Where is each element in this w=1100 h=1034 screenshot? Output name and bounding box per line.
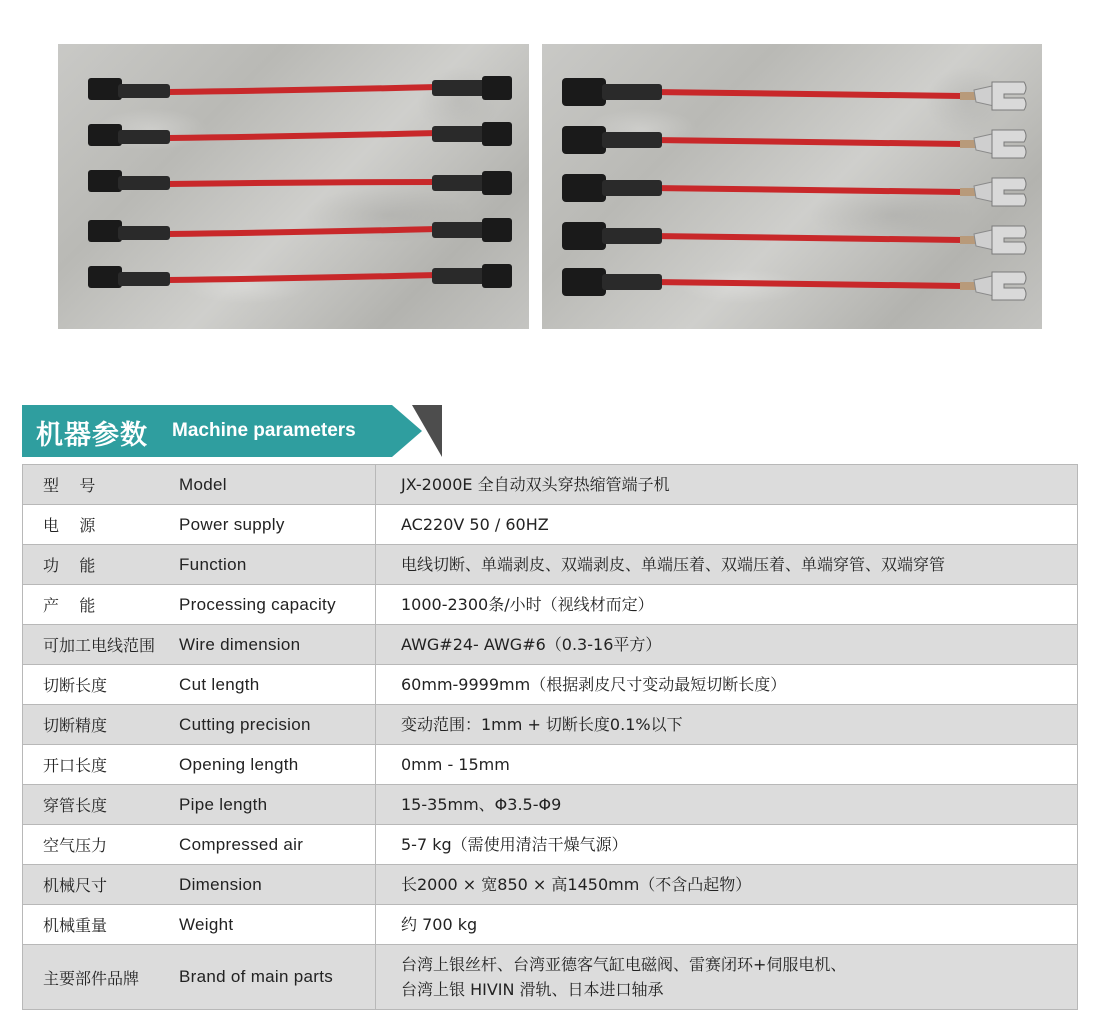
param-label-cn: 穿管长度	[43, 796, 108, 815]
param-label-cn: 主要部件品牌	[43, 968, 140, 988]
param-value: 0mm - 15mm	[401, 755, 510, 774]
param-value-cell	[376, 785, 1078, 825]
right-terminal-cap	[482, 264, 512, 288]
param-value: 60mm-9999mm（根据剥皮尺寸变动最短切断长度）	[401, 675, 787, 694]
param-label-en: Weight	[179, 914, 234, 934]
param-row	[23, 745, 1078, 785]
red-wire	[652, 282, 962, 286]
param-value-cell	[376, 865, 1078, 905]
param-value-cell	[376, 665, 1078, 705]
param-label-cn: 功 能	[43, 556, 96, 575]
red-wire	[652, 92, 962, 96]
param-label-cell	[23, 665, 376, 705]
red-wire	[652, 236, 962, 240]
param-label-cn: 切断精度	[43, 716, 108, 735]
param-label-cn: 机械尺寸	[43, 876, 108, 895]
left-terminal-cap	[88, 220, 122, 242]
param-label-cell	[23, 465, 376, 505]
param-label-en: Cutting precision	[179, 714, 311, 734]
param-label-cn: 空气压力	[43, 836, 108, 855]
left-heat-shrink	[602, 228, 662, 244]
param-label-cn: 型 号	[43, 476, 96, 495]
param-label-cell	[23, 745, 376, 785]
left-terminal-cap	[88, 124, 122, 146]
left-terminal-cap	[562, 174, 606, 202]
red-wire	[168, 229, 438, 234]
param-value: 1000-2300条/小时（视线材而定）	[401, 595, 654, 614]
section-title-cn: 机器参数	[36, 420, 148, 451]
param-label-cell	[23, 825, 376, 865]
param-label-en: Processing capacity	[179, 594, 336, 614]
parameters-table	[22, 464, 1078, 1010]
metal-terminal-crimp	[974, 276, 994, 296]
left-terminal-cap	[88, 266, 122, 288]
fork-terminal	[992, 178, 1026, 206]
param-value: 5-7 kg（需使用清洁干燥气源）	[401, 835, 628, 854]
fork-terminal	[992, 82, 1026, 110]
param-row	[23, 945, 1078, 1010]
crimp-barrel	[960, 140, 976, 148]
left-heat-shrink	[118, 226, 170, 240]
fork-terminal	[992, 226, 1026, 254]
metal-terminal-crimp	[974, 134, 994, 154]
left-product-photo	[58, 44, 529, 329]
param-value: JX-2000E 全自动双头穿热缩管端子机	[401, 475, 670, 494]
crimp-barrel	[960, 236, 976, 244]
param-value: AC220V 50 / 60HZ	[401, 515, 549, 534]
red-wire	[168, 182, 438, 184]
fork-terminal	[992, 272, 1026, 300]
param-value-cell	[376, 705, 1078, 745]
param-row	[23, 465, 1078, 505]
red-wire	[168, 87, 438, 92]
left-heat-shrink	[118, 176, 170, 190]
param-label-cn: 切断长度	[43, 676, 108, 695]
param-value-cell	[376, 825, 1078, 865]
param-value: 约 700 kg	[401, 915, 478, 934]
left-heat-shrink	[118, 84, 170, 98]
right-terminal-cap	[482, 218, 512, 242]
right-terminal-cap	[482, 171, 512, 195]
crimp-barrel	[960, 92, 976, 100]
right-heat-shrink	[432, 268, 488, 284]
left-terminal-cap	[562, 126, 606, 154]
left-heat-shrink	[602, 274, 662, 290]
left-terminal-cap	[562, 78, 606, 106]
metal-terminal-crimp	[974, 86, 994, 106]
param-value-cell	[376, 545, 1078, 585]
param-label-en: Wire dimension	[179, 634, 301, 654]
param-label-cn: 开口长度	[43, 756, 108, 775]
param-value-cell	[376, 745, 1078, 785]
param-label-en: Dimension	[179, 874, 263, 894]
param-value-cell	[376, 905, 1078, 945]
param-value-cell	[376, 625, 1078, 665]
param-label-cell	[23, 505, 376, 545]
param-value-cell	[376, 945, 1078, 1010]
section-header	[22, 405, 442, 457]
param-label-en: Opening length	[179, 754, 299, 774]
param-value: 电线切断、单端剥皮、双端剥皮、单端压着、双端压着、单端穿管、双端穿管	[401, 555, 946, 574]
param-value: 台湾上银 HIVIN 滑轨、日本进口轴承	[401, 980, 664, 999]
crimp-barrel	[960, 282, 976, 290]
crimp-barrel	[960, 188, 976, 196]
param-row	[23, 665, 1078, 705]
param-label-cell	[23, 585, 376, 625]
right-terminal-cap	[482, 122, 512, 146]
param-label-cn: 可加工电线范围	[43, 636, 156, 655]
wire-terminal-image	[542, 44, 1042, 329]
right-heat-shrink	[432, 175, 488, 191]
right-heat-shrink	[432, 126, 488, 142]
param-row	[23, 865, 1078, 905]
param-value: AWG#24- AWG#6（0.3-16平方）	[401, 635, 662, 654]
red-wire	[168, 133, 438, 138]
red-wire	[168, 275, 438, 280]
param-label-cell	[23, 865, 376, 905]
param-label-cn: 机械重量	[43, 916, 108, 935]
param-label-en: Compressed air	[179, 834, 304, 854]
red-wire	[652, 188, 962, 192]
param-label-cell	[23, 785, 376, 825]
param-label-en: Function	[179, 554, 247, 574]
fork-terminal	[992, 130, 1026, 158]
param-label-cell	[23, 625, 376, 665]
metal-terminal-crimp	[974, 230, 994, 250]
param-row	[23, 545, 1078, 585]
param-row	[23, 825, 1078, 865]
param-value: 台湾上银丝杆、台湾亚德客气缸电磁阀、雷赛闭环+伺服电机、	[401, 955, 847, 974]
wire-harness-image	[58, 44, 529, 329]
section-title-en: Machine parameters	[172, 420, 356, 441]
red-wire	[652, 140, 962, 144]
param-label-cell	[23, 905, 376, 945]
param-label-cn: 电 源	[43, 516, 96, 535]
param-value: 15-35mm、Φ3.5-Φ9	[401, 795, 562, 814]
param-row	[23, 705, 1078, 745]
param-value: 变动范围：1mm + 切断长度0.1%以下	[401, 715, 683, 734]
param-row	[23, 505, 1078, 545]
right-heat-shrink	[432, 222, 488, 238]
left-terminal-cap	[562, 222, 606, 250]
left-heat-shrink	[602, 180, 662, 196]
param-label-en: Power supply	[179, 514, 285, 534]
left-terminal-cap	[88, 78, 122, 100]
param-row	[23, 625, 1078, 665]
param-row	[23, 905, 1078, 945]
param-row	[23, 585, 1078, 625]
right-heat-shrink	[432, 80, 488, 96]
left-heat-shrink	[118, 130, 170, 144]
param-value-cell	[376, 505, 1078, 545]
right-product-photo	[542, 44, 1042, 329]
param-label-cell	[23, 705, 376, 745]
param-label-en: Model	[179, 474, 227, 494]
left-heat-shrink	[602, 84, 662, 100]
param-value: 长2000 × 宽850 × 高1450mm（不含凸起物）	[401, 875, 752, 894]
metal-terminal-crimp	[974, 182, 994, 202]
param-value-cell	[376, 465, 1078, 505]
param-label-cn: 产 能	[43, 596, 96, 615]
param-value-cell	[376, 585, 1078, 625]
param-label-en: Pipe length	[179, 794, 268, 814]
param-label-en: Cut length	[179, 674, 260, 694]
param-label-en: Brand of main parts	[179, 967, 334, 986]
param-row	[23, 785, 1078, 825]
left-terminal-cap	[88, 170, 122, 192]
left-heat-shrink	[118, 272, 170, 286]
left-terminal-cap	[562, 268, 606, 296]
param-label-cell	[23, 945, 376, 1010]
right-terminal-cap	[482, 76, 512, 100]
param-label-cell	[23, 545, 376, 585]
left-heat-shrink	[602, 132, 662, 148]
